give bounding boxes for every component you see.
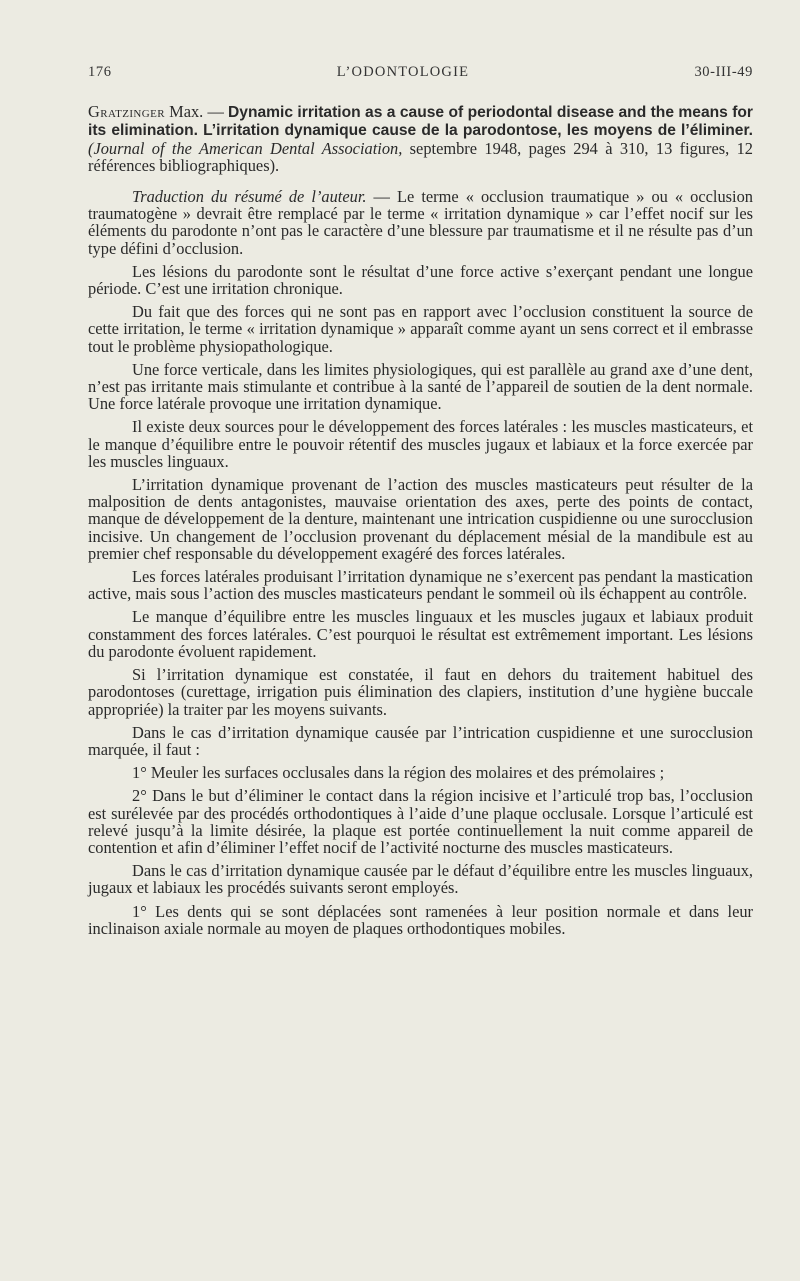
summary-paragraph — [88, 188, 753, 257]
list-item: 2° Dans le but d’éliminer le contact dans la région incisive et l’articulé trop bas, l’occlusion est surélevée par des procédés orthodontiques à l’aide d’une plaque occlusale. Lorsque l’articulé est relevé jusqu’à la limite désirée, la plaque est portée continuellement la nuit comme appareil de contention et afin d’éliminer l’effet nocif de l’activité nocturne des muscles masticateurs. — [88, 786, 753, 857]
article-title: Dynamic irritation as a cause of periodontal disease and the means for its elimination. L’irritation dynamique cause de la parodontose, les moyens de l’éliminer. — [88, 104, 753, 140]
list-item: 1° Les dents qui se sont déplacées sont ramenées à leur position normale et dans leur inclinaison axiale normale au moyen de plaques orthodontiques mobiles. — [88, 901, 753, 938]
body-paragraph: Si l’irritation dynamique est constatée, il faut en dehors du traitement habituel des parodontoses (curettage, irrigation puis élimination des clapiers, institution d’une hygiène buccale appropriée) la traiter par les moyens suivants. — [88, 665, 753, 719]
article-citation — [88, 103, 753, 174]
body-paragraph: Le manque d’équilibre entre les muscles linguaux et les muscles jugaux et labiaux produit constamment des forces latérales. C’est pourquoi le résultat est extrêmement important. Les lésions du parodonte évoluent rapidement. — [88, 607, 753, 661]
issue-date: 30-III-49 — [694, 64, 753, 80]
body-paragraph: Dans le cas d’irritation dynamique causée par le défaut d’équilibre entre les muscles linguaux, jugaux et labiaux les procédés suivants seront employés. — [88, 861, 753, 898]
journal-title: L’ODONTOLOGIE — [336, 64, 470, 80]
body-paragraph: Les forces latérales produisant l’irritation dynamique ne s’exercent pas pendant la mastication active, mais sous l’action des muscles masticateurs pendant le sommeil où ils échappent au contrôle. — [88, 567, 753, 604]
journal-name: (Journal of the American Dental Association, — [88, 138, 403, 158]
running-header — [88, 64, 753, 81]
body-paragraph: Il existe deux sources pour le développement des forces latérales : les muscles masticateurs, et le manque d’équilibre entre le pouvoir rétentif des muscles jugaux et labiaux et la force exercée par les muscles linguaux. — [88, 417, 753, 471]
body-paragraph: Une force verticale, dans les limites physiologiques, qui est parallèle au grand axe d’une dent, n’est pas irritante mais stimulante et contribue à la santé de l’appareil de soutien de la dent normale. Une force latérale provoque une irritation dynamique. — [88, 359, 753, 414]
author-last-name: Gratzinger — [88, 102, 165, 122]
document-page — [88, 64, 753, 943]
body-paragraph: Du fait que des forces qui ne sont pas en rapport avec l’occlusion constituent la source de cette irritation, le terme « irritation dynamique » apparaît comme ayant un sens correct et il embrasse tout le problème physiopathologique. — [88, 302, 753, 356]
summary-text: — Le terme « occlusion traumatique » ou « occlusion traumatogène » devrait être remplacé par le terme « irritation dynamique » car l’effet nocif sur les éléments du parodonte n’ont pas le caractère d’une blessure par traumatisme et il ne résulte pas d’un type défini d’occlusion. — [88, 187, 753, 258]
citation-dash: — — [207, 102, 224, 122]
author-first-name: Max. — [169, 102, 204, 122]
publication-details: septembre 1948, pages 294 à 310, 13 figures, 12 références bibliographiques). — [88, 138, 753, 175]
body-paragraph: L’irritation dynamique provenant de l’action des muscles masticateurs peut résulter de la malposition de dents antagonistes, mauvaise orientation des axes, perte des points de contact, manque de développement de la denture, maintenant une intrication cuspidienne ou une surocclusion incisive. Un changement de l’occlusion provenant du déplacement mésial de la mandibule est au premier chef responsable du développement exagéré des forces latérales. — [88, 475, 753, 563]
body-paragraph: Les lésions du parodonte sont le résultat d’une force active s’exerçant pendant une longue période. C’est une irritation chronique. — [88, 261, 753, 299]
list-item: 1° Meuler les surfaces occlusales dans la région des molaires et des prémolaires ; — [132, 763, 665, 783]
summary-label: Traduction du résumé de l’auteur. — [132, 187, 367, 207]
page-number: 176 — [88, 64, 112, 80]
body-paragraph: Dans le cas d’irritation dynamique causée par l’intrication cuspidienne et une surocclusion marquée, il faut : — [88, 722, 753, 759]
